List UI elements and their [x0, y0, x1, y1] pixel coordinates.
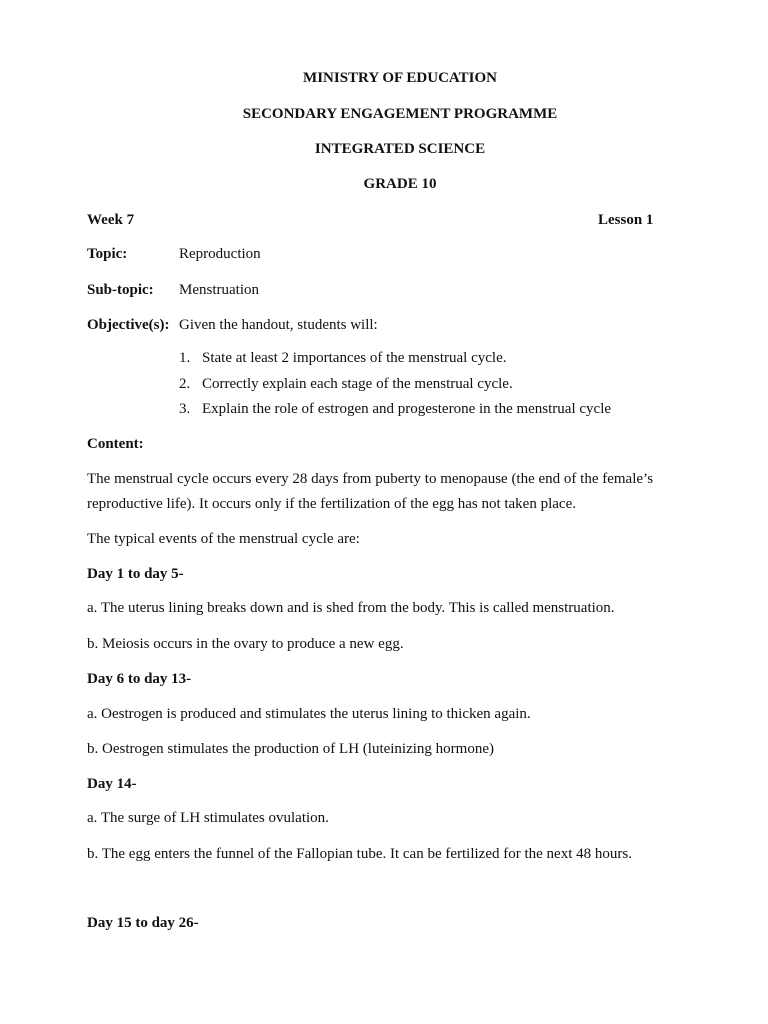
ministry-heading: MINISTRY OF EDUCATION [303, 70, 497, 86]
day1-item-a: a. The uterus lining breaks down and is shed from the body. This is called menstruation. [87, 600, 615, 616]
objective-number: 1. [179, 350, 191, 366]
objectives-label: Objective(s): [87, 317, 170, 333]
subject-heading: INTEGRATED SCIENCE [314, 141, 486, 157]
day1-heading: Day 1 to day 5- [87, 566, 184, 582]
intro-paragraph-line: reproductive life). It occurs only if the fertilization of the egg has not taken place. [87, 496, 576, 512]
day6-item-a: a. Oestrogen is produced and stimulates the uterus lining to thicken again. [87, 706, 531, 722]
programme-heading: SECONDARY ENGAGEMENT PROGRAMME [242, 106, 558, 122]
subtopic-value: Menstruation [179, 282, 259, 298]
topic-value: Reproduction [179, 246, 261, 262]
topic-label: Topic: [87, 246, 128, 262]
lesson-label: Lesson 1 [598, 212, 654, 228]
grade-heading: GRADE 10 [363, 176, 437, 192]
objective-number: 2. [179, 376, 191, 392]
day14-heading: Day 14- [87, 776, 137, 792]
day6-item-b: b. Oestrogen stimulates the production of LH (luteinizing hormone) [87, 741, 494, 757]
objective-item: State at least 2 importances of the menstrual cycle. [202, 350, 507, 366]
objective-number: 3. [179, 401, 191, 417]
day1-item-b: b. Meiosis occurs in the ovary to produce a new egg. [87, 636, 404, 652]
objective-item: Correctly explain each stage of the menstrual cycle. [202, 376, 513, 392]
objective-item: Explain the role of estrogen and progesterone in the menstrual cycle [202, 401, 612, 417]
day6-heading: Day 6 to day 13- [87, 671, 192, 687]
intro-paragraph-line: The menstrual cycle occurs every 28 days from puberty to menopause (the end of the female’s [87, 471, 654, 487]
subtopic-label: Sub-topic: [87, 282, 154, 298]
content-heading: Content: [87, 436, 144, 452]
day15-heading: Day 15 to day 26- [87, 915, 199, 931]
events-intro: The typical events of the menstrual cycle are: [87, 531, 360, 547]
objectives-intro: Given the handout, students will: [179, 317, 378, 333]
day14-item-b: b. The egg enters the funnel of the Fallopian tube. It can be fertilized for the next 48 hours. [87, 846, 632, 862]
week-label: Week 7 [87, 212, 135, 228]
day14-item-a: a. The surge of LH stimulates ovulation. [87, 810, 329, 826]
